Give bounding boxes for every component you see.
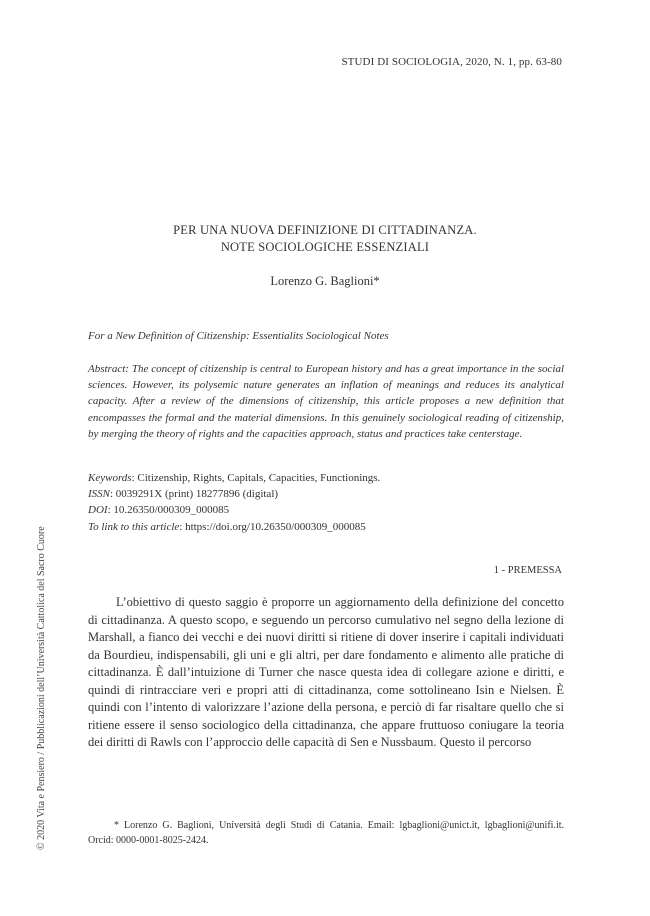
article-link-line [88, 519, 564, 535]
article-title [0, 222, 650, 256]
article-title-line-1: PER UNA NUOVA DEFINIZIONE DI CITTADINANZA. [173, 223, 477, 237]
keywords-value: : Citizenship, Rights, Capitals, Capacities, Functionings. [131, 472, 381, 484]
body-paragraph: L’obiettivo di questo saggio è proporre un aggiornamento della definizione del concetto di cittadinanza. A questo scopo, e seguendo un percorso cumulativo nel segno della lezione di Marshall, a fianco dei vecchi e dei nuovi diritti si ritiene di dover inserire i capitali individuati da Bourdieu, indispensabili, gli uni e gli altri, per dare fondamento e alimento alle pratiche di cittadinanza. È dall’intuizione di Turner che nasce questa idea di collegare azione e diritti, e quindi di rintracciare veri e propri atti di cittadinanza, come sottolineano Isin e Nielsen. È quindi con l’intento di valorizzare l’azione della persona, e perciò di far risaltare quello che si ritiene essere il senso sociologico della cittadinanza, che appare fruttuoso coniugare la teoria dei diritti di Rawls con l’approccio delle capacità di Sen e Nussbaum. Questo il percorso [88, 595, 564, 749]
article-title-line-2: NOTE SOCIOLOGICHE ESSENZIALI [220, 240, 430, 254]
author-footnote: * Lorenzo G. Baglioni, Università degli Studi di Catania. Email: lgbaglioni@unict.it, lgbaglioni@unifi.it. Orcid: 0000-0001-8025-2424. [88, 820, 564, 846]
issn-line [88, 486, 564, 502]
keywords-label: Keywords [88, 472, 132, 484]
issn-value: : 0039291X (print) 18277896 (digital) [110, 488, 279, 501]
doi-value: : 10.26350/000309_000085 [107, 504, 230, 517]
journal-reference: STUDI DI SOCIOLOGIA, 2020, N. 1, pp. 63-80 [341, 56, 562, 68]
doi-label: DOI [88, 504, 108, 517]
article-link-label: To link to this article [88, 520, 180, 533]
keywords-line [88, 470, 564, 486]
abstract: Abstract: The concept of citizenship is central to European history and has a great importance in the social sciences. However, its polysemic nature generates an inflation of meanings and reduces its analytical capacity. After a review of the dimensions of citizenship, this article proposes a new definition that encompasses the formal and the material dimensions. In this genuinely sociological reading of citizenship, by merging the theory of rights and the capacities approach, status and practices take centerstage. [88, 363, 564, 440]
section-heading: 1 - PREMESSA [493, 565, 562, 576]
copyright-sidebar: © 2020 Vita e Pensiero / Pubblicazioni dell’Università Cattolica del Sacro Cuore [36, 526, 47, 850]
article-metadata [88, 470, 564, 535]
issn-label: ISSN [88, 488, 110, 501]
doi-line [88, 502, 564, 518]
article-author: Lorenzo G. Baglioni* [270, 274, 380, 288]
english-title: For a New Definition of Citizenship: Essentialits Sociological Notes [88, 330, 389, 342]
article-link-value[interactable]: : https://doi.org/10.26350/000309_000085 [179, 520, 366, 533]
